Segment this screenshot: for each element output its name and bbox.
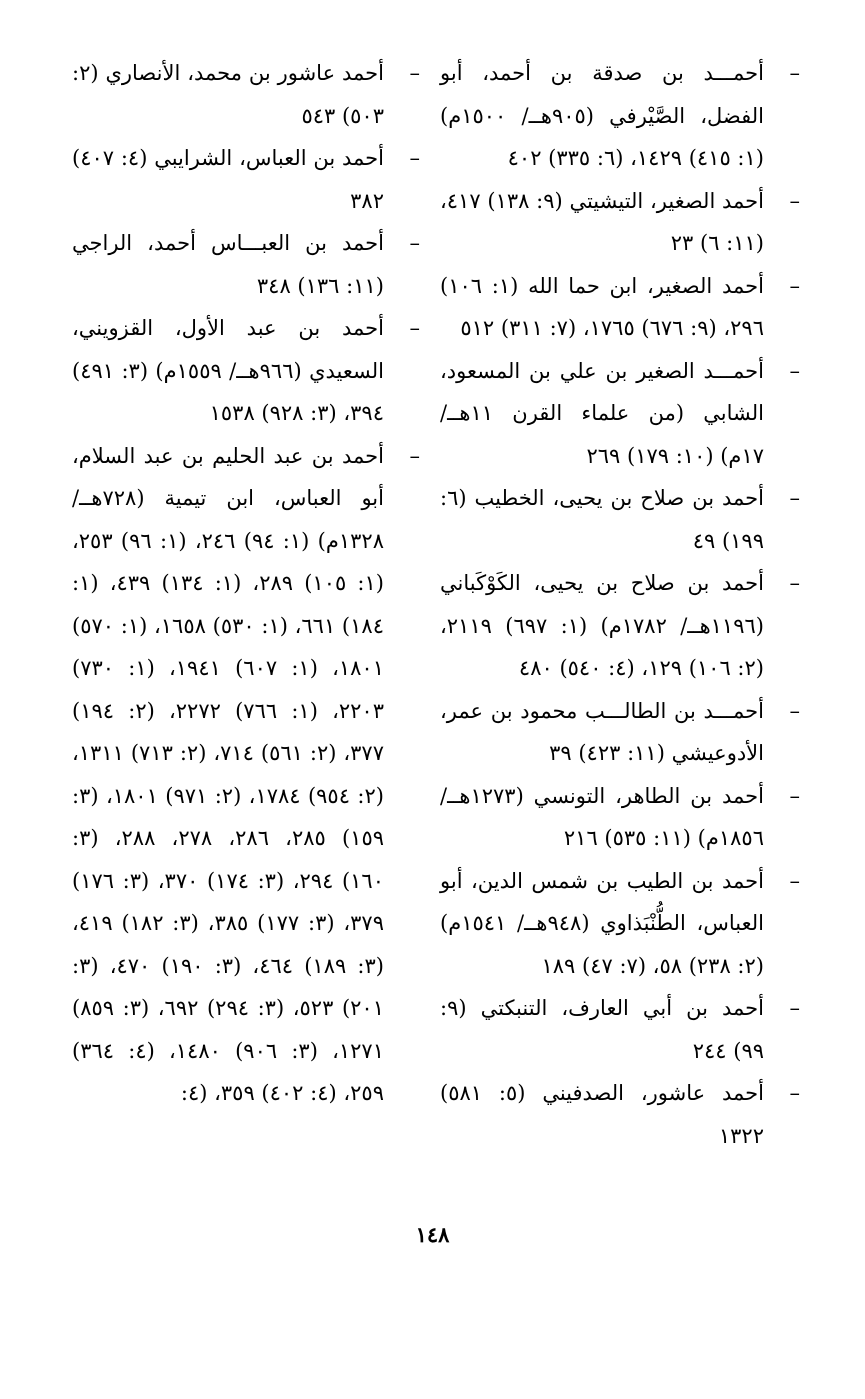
entry-dash: – [789,783,800,808]
entry-dash: – [409,316,420,340]
entry-text: أحمد بن العبـــاس أحمد، الراجي (١١: ١٣٦) ٣٤٨ [72,231,384,298]
index-entry [72,52,420,137]
entry-dash: – [789,1081,800,1105]
entry-dash: – [789,188,800,213]
index-column-left [72,52,420,1115]
index-entry [440,180,800,265]
index-column-right [440,52,800,1157]
index-entry [72,222,420,307]
index-entry [72,307,420,435]
entry-dash: – [789,996,800,1020]
entry-dash: – [409,231,420,255]
entry-dash: – [789,358,800,383]
index-entry [440,860,800,988]
entry-text: أحمد بن صلاح بن يحيى، الخطيب (٦: ١٩٩) ٤٩ [440,486,764,553]
index-entry [440,477,800,562]
entry-text: أحمد بن صلاح بن يحيى، الكَوْكَباني (١١٩٦هــ/ ١٧٨٢م) (١: ٦٩٧) ٢١١٩، (٢: ١٠٦) ١٢٩، (٤: ٥٤٠) ٤٨٠ [440,571,764,680]
page-number: ١٤٨ [415,1222,450,1247]
index-entry [440,562,800,690]
index-entry [72,137,420,222]
entry-dash: – [409,443,420,468]
entry-text: أحمد بن عبد الحليم بن عبد السلام، أبو العباس، ابن تيمية (٧٢٨هــ/ ١٣٢٨م) (١: ٩٤) ٢٤٦، (١: ٩٦) ٢٥٣، (١: ١٠٥) ٢٨٩، (١: ١٣٤) ٤٣٩، (١: ١٨٤) ٦٦١، (١: ٥٣٠) ١٦٥٨، (١: ٥٧٠) ١٨٠١، (١: ٦٠٧) ١٩٤١، (١: ٧٣٠) ٢٢٠٣، (١: ٧٦٦) ٢٢٧٢، (٢: ١٩٤) ٣٧٧، (٢: ٥٦١) ٧١٤، (٢: ٧١٣) ١٣١١، (٢: ٩٥٤) ١٧٨٤، (٢: ٩٧١) ١٨٠١، (٣: ١٥٩) ٢٨٥، ٢٨٦، ٢٧٨، ٢٨٨، (٣: ١٦٠) ٢٩٤، (٣: ١٧٤) ٣٧٠، (٣: ١٧٦) ٣٧٩، (٣: ١٧٧) ٣٨٥، (٣: ١٨٢) ٤١٩، (٣: ١٨٩) ٤٦٤، (٣: ١٩٠) ٤٧٠، (٣: ٢٠١) ٥٢٣، (٣: ٢٩٤) ٦٩٢، (٣: ٨٥٩) ١٢٧١، (٣: ٩٠٦) ١٤٨٠، (٤: ٣٦٤) ٢٥٩، (٤: ٤٠٢) ٣٥٩، (٤: [72,443,385,1105]
entry-dash: – [789,273,800,298]
index-entry [72,435,420,1115]
entry-dash: – [789,61,800,85]
entry-dash: – [789,486,800,510]
index-entry [440,265,800,350]
entry-dash: – [789,571,800,595]
index-entry [440,775,800,860]
entry-text: أحمد الصغير، التيشيتي (٩: ١٣٨) ٤١٧، (١١: ٦) ٢٣ [440,188,764,255]
entry-text: أحمد بن العباس، الشرايبي (٤: ٤٠٧) ٣٨٢ [72,146,384,213]
entry-text: أحمـــد بن صدقة بن أحمد، أبو الفضل، الصَّيْرفي (٩٠٥هــ/ ١٥٠٠م) (١: ٤١٥) ١٤٢٩، (٦: ٣٣٥) ٤٠٢ [440,61,764,170]
entry-dash: – [789,698,800,723]
entry-dash: – [789,868,800,893]
index-entry [440,52,800,180]
entry-dash: – [409,146,420,170]
index-entry [440,1072,800,1157]
entry-text: أحمد الصغير، ابن حما الله (١: ١٠٦) ٢٩٦، (٩: ٦٧٦) ١٧٦٥، (٧: ٣١١) ٥١٢ [440,273,764,340]
entry-text: أحمد عاشور بن محمد، الأنصاري (٢: ٥٠٣) ٥٤٣ [72,61,384,128]
index-entry [440,690,800,775]
entry-dash: – [409,61,420,85]
entry-text: أحمد بن الطيب بن شمس الدين، أبو العباس، الطُّنْبَذاوي (٩٤٨هــ/ ١٥٤١م) (٢: ٢٣٨) ٥٨، (٧: ٤٧) ١٨٩ [440,868,764,978]
index-entry [440,350,800,478]
entry-text: أحمد عاشور، الصدفيني (٥: ٥٨١) ١٣٢٢ [440,1081,764,1148]
entry-text: أحمـــد الصغير بن علي بن المسعود، الشابي (من علماء القرن ١١هــ/ ١٧م) (١٠: ١٧٩) ٢٦٩ [440,358,764,468]
entry-text: أحمد بن عبد الأول، القزويني، السعيدي (٩٦٦هــ/ ١٥٥٩م) (٣: ٤٩١) ٣٩٤، (٣: ٩٢٨) ١٥٣٨ [72,316,384,425]
index-entry [440,987,800,1072]
entry-text: أحمد بن أبي العارف، التنبكتي (٩: ٩٩) ٢٤٤ [440,996,764,1063]
entry-text: أحمد بن الطاهر، التونسي (١٢٧٣هــ/ ١٨٥٦م) (١١: ٥٣٥) ٢١٦ [440,783,764,850]
entry-text: أحمـــد بن الطالـــب محمود بن عمر، الأدوعيشي (١١: ٤٢٣) ٣٩ [440,698,764,765]
